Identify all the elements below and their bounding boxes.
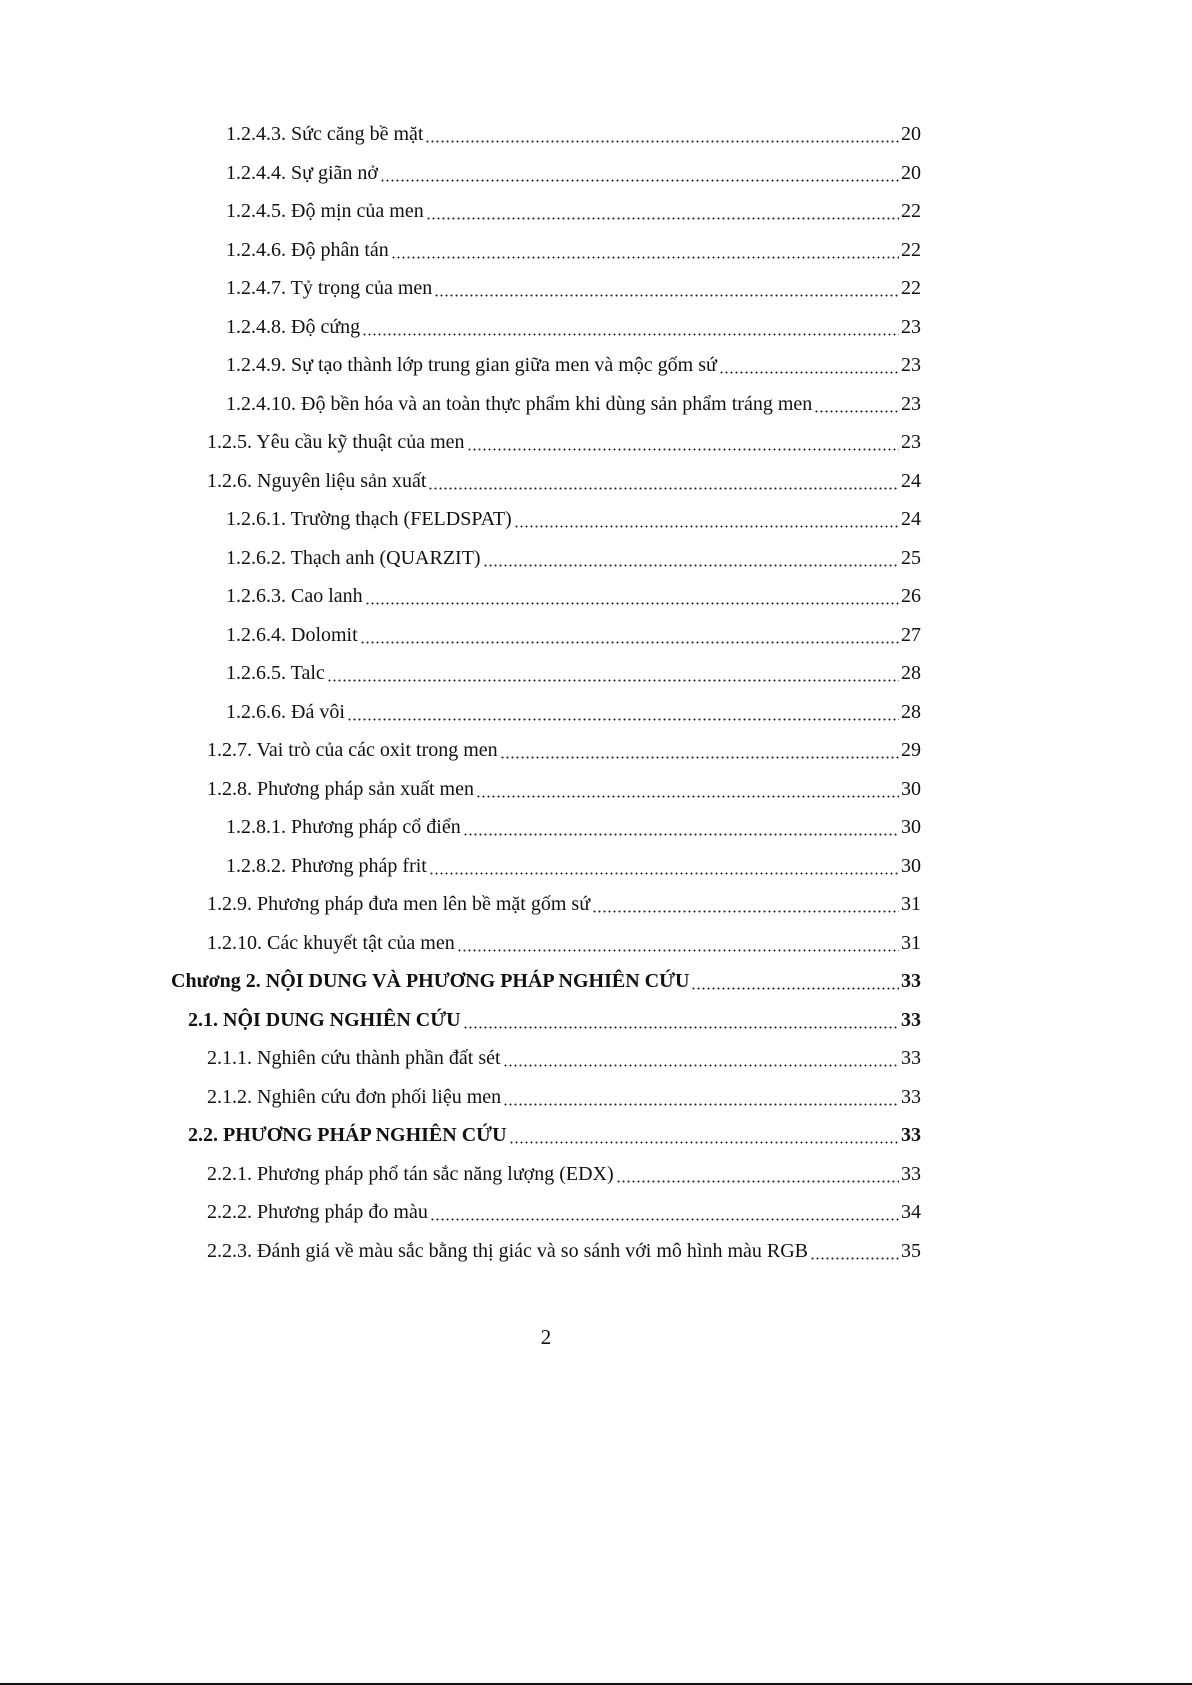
toc-entry[interactable] xyxy=(0,1193,1192,1232)
toc-entry-title: 1.2.4.8. Độ cứng xyxy=(226,315,361,338)
toc-dot-leader xyxy=(467,432,899,452)
toc-dot-leader xyxy=(810,1241,899,1261)
toc-entry[interactable] xyxy=(0,1001,1192,1040)
toc-dot-leader xyxy=(425,124,899,144)
toc-entry-title: 2.2.3. Đánh giá về màu sắc bằng thị giác và so sánh với mô hình màu RGB xyxy=(207,1239,809,1262)
toc-entry-page: 29 xyxy=(901,739,921,762)
toc-entry[interactable] xyxy=(0,1232,1192,1271)
toc-dot-leader xyxy=(457,933,899,953)
toc-entry-page: 33 xyxy=(901,1085,921,1108)
toc-entry-page: 30 xyxy=(901,777,921,800)
page-number: 2 xyxy=(540,1325,552,1349)
toc-entry-page: 33 xyxy=(901,1162,921,1185)
toc-dot-leader xyxy=(347,702,899,722)
toc-entry-title: 1.2.9. Phương pháp đưa men lên bề mặt gốm sứ xyxy=(207,893,591,916)
toc-entry[interactable] xyxy=(0,1116,1192,1155)
toc-entry[interactable] xyxy=(0,192,1192,231)
toc-entry[interactable] xyxy=(0,577,1192,616)
toc-dot-leader xyxy=(360,625,899,645)
toc-entry-title: 1.2.8.1. Phương pháp cổ điển xyxy=(226,816,461,839)
toc-dot-leader xyxy=(476,779,899,799)
toc-entry-title: 1.2.10. Các khuyết tật của men xyxy=(207,931,455,954)
toc-dot-leader xyxy=(327,663,899,683)
toc-entry-title: 1.2.4.10. Độ bền hóa và an toàn thực phẩm khi dùng sản phẩm tráng men xyxy=(226,392,813,415)
toc-entry-page: 33 xyxy=(901,1124,921,1147)
toc-dot-leader xyxy=(814,394,899,414)
toc-dot-leader xyxy=(428,471,899,491)
toc-entry-page: 20 xyxy=(901,161,921,184)
toc-entry[interactable] xyxy=(0,346,1192,385)
toc-entry[interactable] xyxy=(0,115,1192,154)
toc-entry-title: 1.2.4.3. Sức căng bề mặt xyxy=(226,123,424,146)
toc-entry-title: 1.2.4.5. Độ mịn của men xyxy=(226,200,424,223)
toc-dot-leader xyxy=(362,317,899,337)
toc-dot-leader xyxy=(509,1125,899,1145)
toc-entry-page: 33 xyxy=(901,1008,921,1031)
toc-dot-leader xyxy=(426,201,899,221)
toc-entry-title: 1.2.8. Phương pháp sản xuất men xyxy=(207,777,474,800)
toc-entry-page: 24 xyxy=(901,469,921,492)
toc-entry-page: 30 xyxy=(901,854,921,877)
toc-entry-title: 1.2.6.5. Talc xyxy=(226,662,325,685)
toc-entry[interactable] xyxy=(0,924,1192,963)
toc-dot-leader xyxy=(429,856,899,876)
toc-dot-leader xyxy=(514,509,899,529)
toc-entry-page: 34 xyxy=(901,1201,921,1224)
toc-entry[interactable] xyxy=(0,1039,1192,1078)
toc-entry[interactable] xyxy=(0,693,1192,732)
toc-entry-title: 1.2.6.6. Đá vôi xyxy=(226,700,345,723)
toc-entry[interactable] xyxy=(0,1078,1192,1117)
toc-entry-title: 2.1. NỘI DUNG NGHIÊN CỨU xyxy=(188,1008,461,1031)
table-of-contents xyxy=(0,115,1192,1270)
toc-entry[interactable] xyxy=(0,308,1192,347)
toc-entry-page: 31 xyxy=(901,893,921,916)
toc-dot-leader xyxy=(592,894,899,914)
toc-dot-leader xyxy=(483,548,899,568)
toc-entry[interactable] xyxy=(0,231,1192,270)
toc-dot-leader xyxy=(463,1010,899,1030)
toc-dot-leader xyxy=(391,240,899,260)
toc-entry-page: 22 xyxy=(901,238,921,261)
toc-entry-page: 23 xyxy=(901,392,921,415)
toc-entry[interactable] xyxy=(0,1155,1192,1194)
toc-entry-page: 25 xyxy=(901,546,921,569)
toc-entry-title: 1.2.4.9. Sự tạo thành lớp trung gian giữa men và mộc gốm sứ xyxy=(226,354,717,377)
toc-entry-title: 1.2.4.6. Độ phân tán xyxy=(226,238,389,261)
toc-entry-title: 1.2.6.2. Thạch anh (QUARZIT) xyxy=(226,546,481,569)
toc-dot-leader xyxy=(430,1202,899,1222)
toc-entry[interactable] xyxy=(0,962,1192,1001)
toc-entry-title: 1.2.7. Vai trò của các oxit trong men xyxy=(207,739,498,762)
toc-dot-leader xyxy=(719,355,899,375)
toc-entry[interactable] xyxy=(0,462,1192,501)
toc-dot-leader xyxy=(616,1164,899,1184)
toc-entry-title: 2.1.2. Nghiên cứu đơn phối liệu men xyxy=(207,1085,502,1108)
toc-entry-page: 28 xyxy=(901,662,921,685)
toc-entry[interactable] xyxy=(0,731,1192,770)
toc-entry[interactable] xyxy=(0,847,1192,886)
toc-entry-page: 24 xyxy=(901,508,921,531)
toc-entry-title: 1.2.6.4. Dolomit xyxy=(226,623,358,646)
toc-entry[interactable] xyxy=(0,154,1192,193)
toc-entry-page: 35 xyxy=(901,1239,921,1262)
toc-entry-page: 22 xyxy=(901,277,921,300)
toc-dot-leader xyxy=(365,586,899,606)
toc-entry[interactable] xyxy=(0,385,1192,424)
toc-entry[interactable] xyxy=(0,654,1192,693)
toc-entry-title: 1.2.4.4. Sự giãn nở xyxy=(226,161,378,184)
toc-entry[interactable] xyxy=(0,808,1192,847)
toc-entry[interactable] xyxy=(0,885,1192,924)
toc-entry-page: 23 xyxy=(901,431,921,454)
toc-entry-page: 31 xyxy=(901,931,921,954)
toc-entry-title: 1.2.6. Nguyên liệu sản xuất xyxy=(207,469,427,492)
toc-entry-title: 1.2.6.3. Cao lanh xyxy=(226,585,363,608)
toc-dot-leader xyxy=(691,971,899,991)
toc-entry-page: 33 xyxy=(901,1047,921,1070)
toc-dot-leader xyxy=(500,740,899,760)
toc-dot-leader xyxy=(380,163,899,183)
toc-entry[interactable] xyxy=(0,423,1192,462)
toc-entry-page: 20 xyxy=(901,123,921,146)
toc-entry-title: 2.2.2. Phương pháp đo màu xyxy=(207,1201,428,1224)
toc-entry[interactable] xyxy=(0,616,1192,655)
toc-entry[interactable] xyxy=(0,770,1192,809)
toc-dot-leader xyxy=(503,1087,899,1107)
toc-entry-title: 2.2.1. Phương pháp phổ tán sắc năng lượng (EDX) xyxy=(207,1162,614,1185)
toc-entry-page: 23 xyxy=(901,315,921,338)
toc-entry-title: 1.2.8.2. Phương pháp frit xyxy=(226,854,427,877)
toc-entry[interactable] xyxy=(0,500,1192,539)
toc-entry-page: 22 xyxy=(901,200,921,223)
toc-dot-leader xyxy=(434,278,899,298)
toc-entry-page: 26 xyxy=(901,585,921,608)
toc-entry-title: 1.2.4.7. Tỷ trọng của men xyxy=(226,277,433,300)
toc-entry-page: 33 xyxy=(901,970,921,993)
toc-entry-page: 23 xyxy=(901,354,921,377)
toc-entry-page: 28 xyxy=(901,700,921,723)
toc-dot-leader xyxy=(463,817,899,837)
toc-entry-title: 2.2. PHƯƠNG PHÁP NGHIÊN CỨU xyxy=(188,1124,507,1147)
toc-entry-title: 2.1.1. Nghiên cứu thành phần đất sét xyxy=(207,1047,501,1070)
toc-entry-title: 1.2.6.1. Trường thạch (FELDSPAT) xyxy=(226,508,512,531)
toc-entry-page: 30 xyxy=(901,816,921,839)
toc-entry-title: Chương 2. NỘI DUNG VÀ PHƯƠNG PHÁP NGHIÊN CỨU xyxy=(171,970,690,993)
toc-entry[interactable] xyxy=(0,539,1192,578)
toc-entry-title: 1.2.5. Yêu cầu kỹ thuật của men xyxy=(207,431,465,454)
toc-entry-page: 27 xyxy=(901,623,921,646)
toc-dot-leader xyxy=(503,1048,899,1068)
toc-entry[interactable] xyxy=(0,269,1192,308)
